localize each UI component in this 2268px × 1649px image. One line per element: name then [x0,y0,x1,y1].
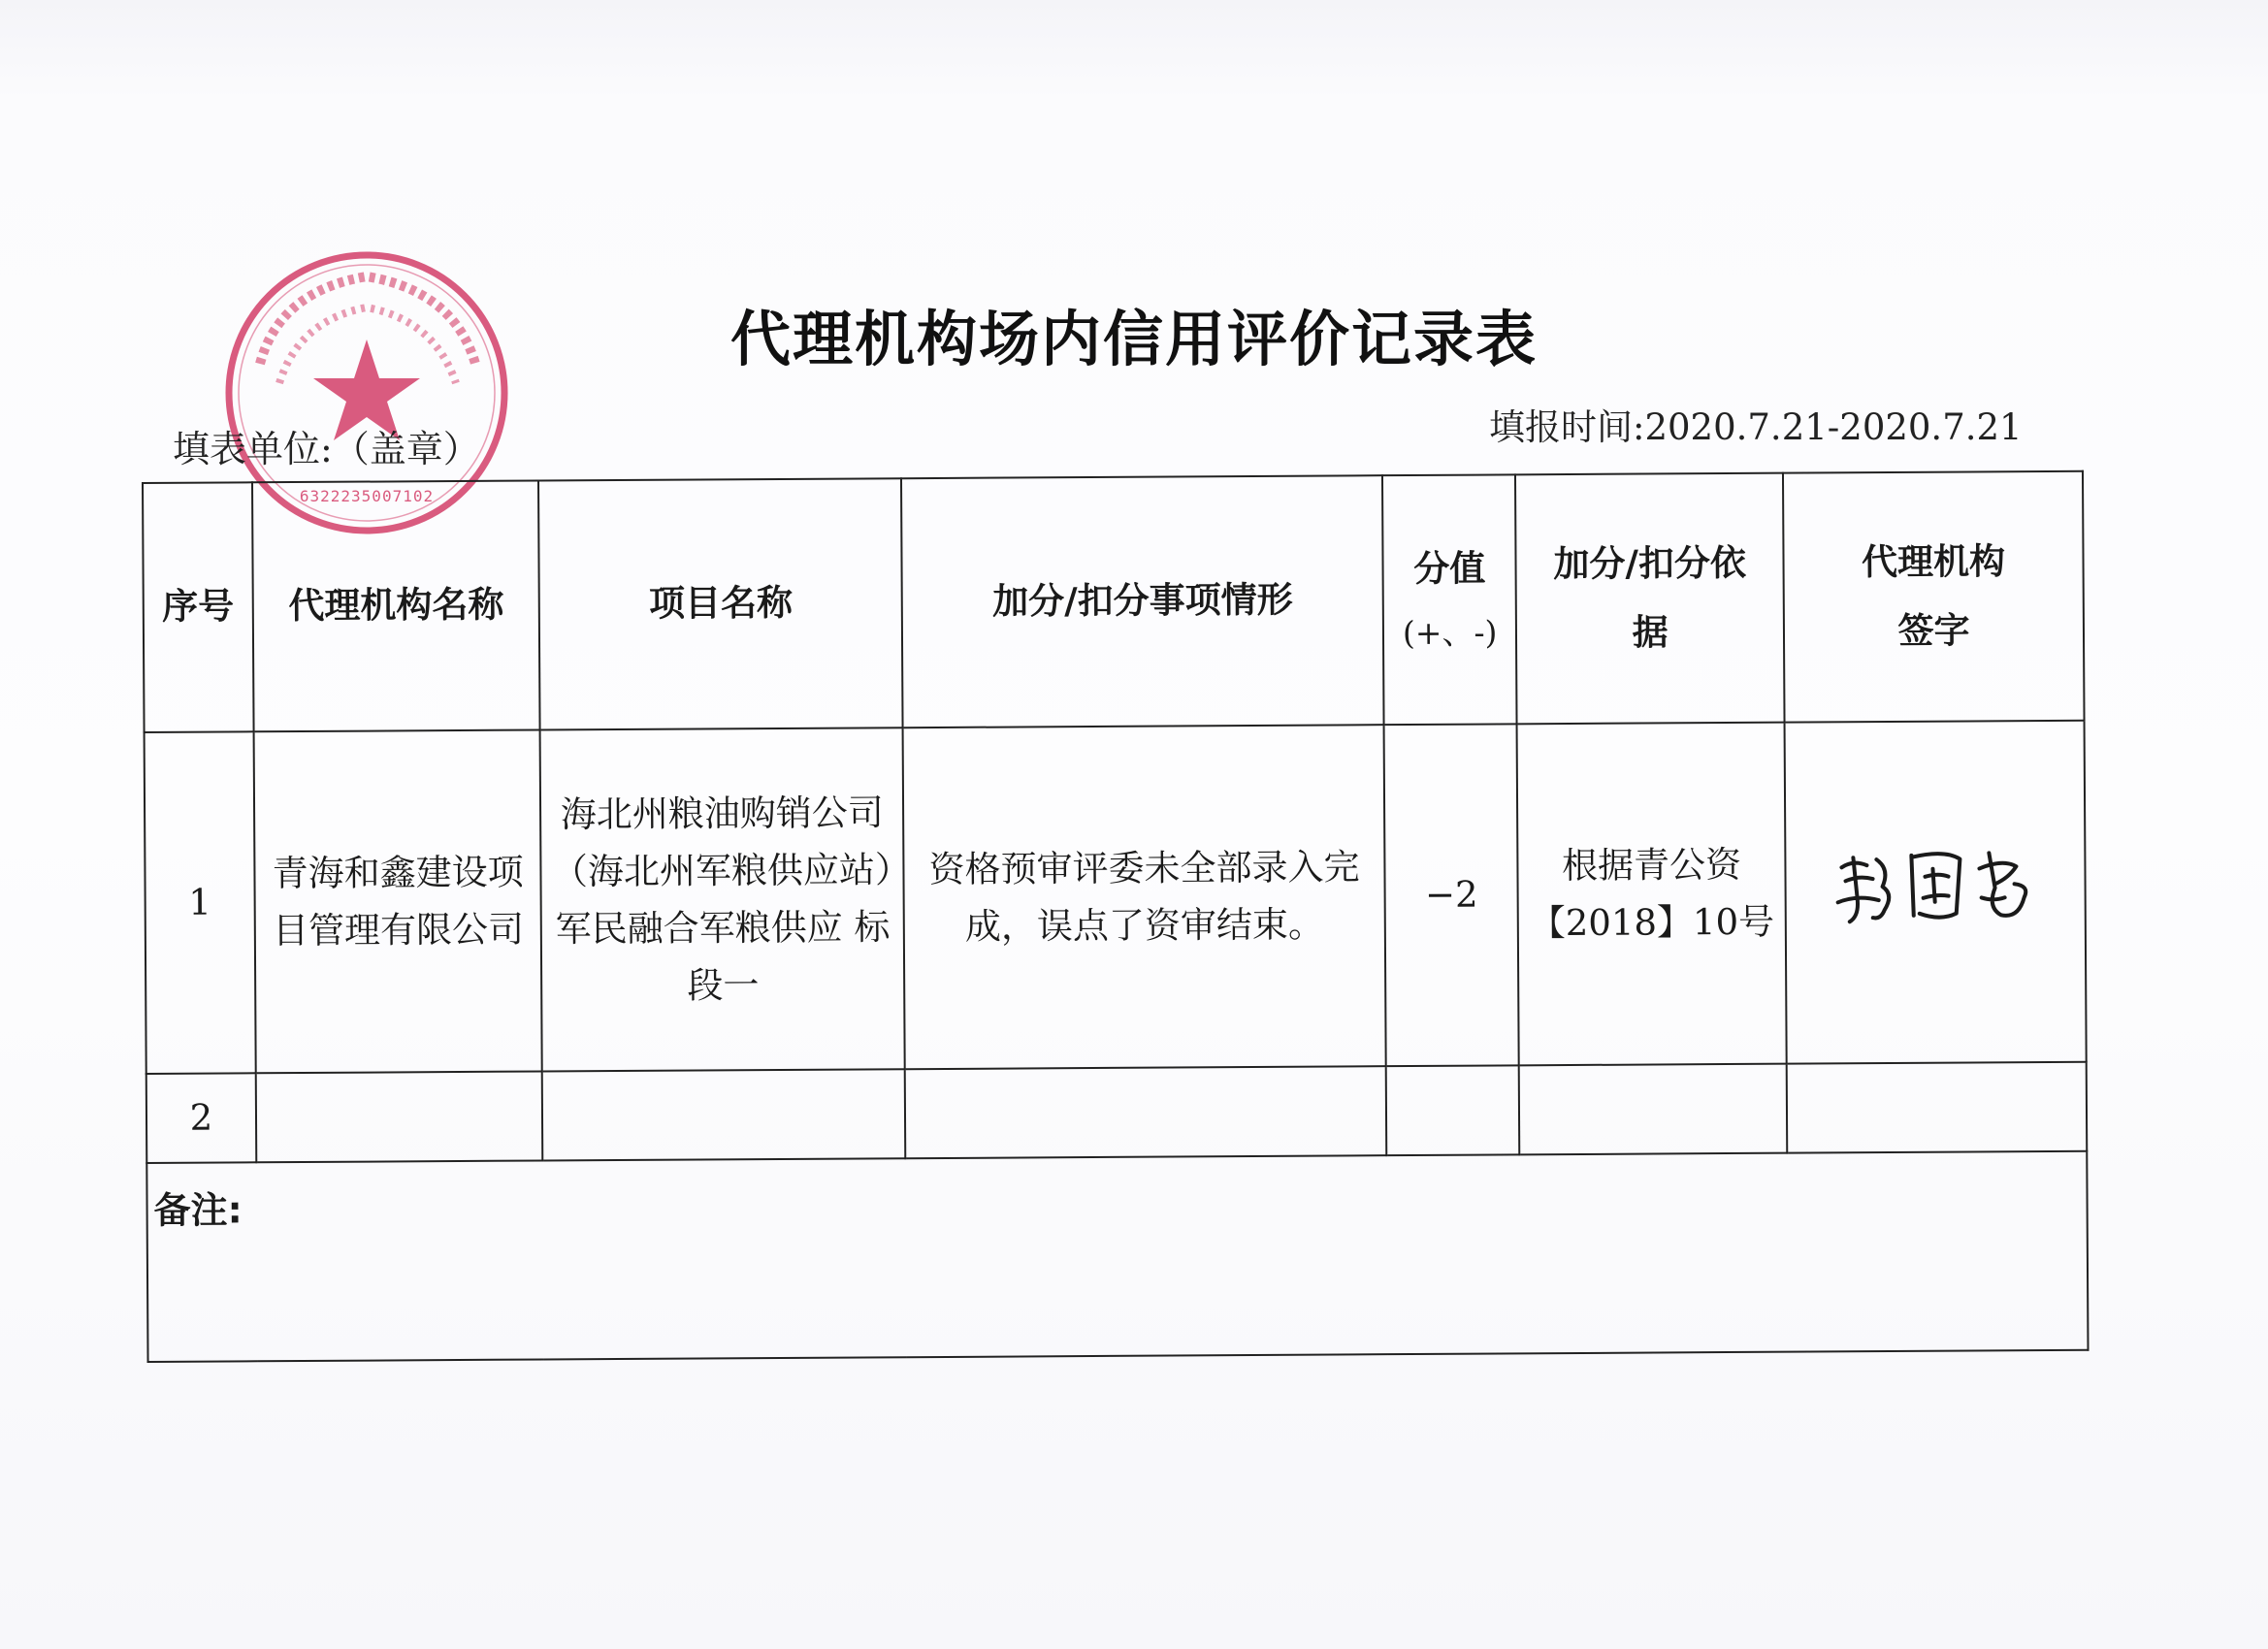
header-score-label: 分值 [1413,547,1486,590]
header-signature-line1: 代理机构 [1861,540,2006,584]
table-row [145,721,2087,1074]
notes-label: 备注: [153,1188,243,1232]
header-signature [1783,471,2085,723]
header-basis-line1: 加分/扣分依 [1553,542,1747,586]
cell-seq: 1 [145,731,256,1074]
cell-situation: 资格预审评委未全部录入完成，误点了资审结束。 [903,725,1386,1069]
filling-unit-label: 填表单位:（盖章） [173,428,480,470]
cell-situation [905,1066,1387,1158]
cell-project-name [542,1069,905,1160]
cell-seq: 2 [146,1073,256,1163]
cell-score [1386,1065,1520,1155]
cell-score: −2 [1384,724,1519,1066]
table-row [146,1062,2088,1163]
table-header-row [143,471,2085,732]
cell-signature [1787,1062,2087,1153]
cell-agency-name: 青海和鑫建设项目管理有限公司 [253,729,542,1073]
header-score [1382,474,1517,725]
header-basis-line2: 据 [1632,610,1669,654]
cell-basis: 根据青公资【2018】10号 [1517,723,1787,1066]
header-seq: 序号 [143,482,253,732]
notes-cell [146,1151,2088,1362]
cell-agency-name [256,1071,543,1162]
cell-basis [1519,1064,1787,1155]
notes-row [146,1151,2088,1362]
credit-evaluation-table [142,470,2090,1363]
document-title: 代理机构场内信用评价记录表 [729,304,1538,374]
header-project-name: 项目名称 [538,478,902,729]
header-score-sign: (+、-) [1402,613,1498,653]
header-agency-name: 代理机构名称 [252,480,540,731]
cell-project-name: 海北州粮油购销公司（海北州军粮供应站）军民融合军粮供应 标段一 [540,728,905,1071]
cell-signature [1785,721,2087,1064]
header-signature-line2: 签字 [1897,608,1970,652]
svg-text:6322235007102: 6322235007102 [299,487,435,505]
handwritten-signature [1824,829,2048,937]
report-time: 填报时间:2020.7.21-2020.7.21 [1489,406,2023,448]
header-basis [1515,473,1784,725]
header-situation: 加分/扣分事项情形 [901,475,1384,728]
